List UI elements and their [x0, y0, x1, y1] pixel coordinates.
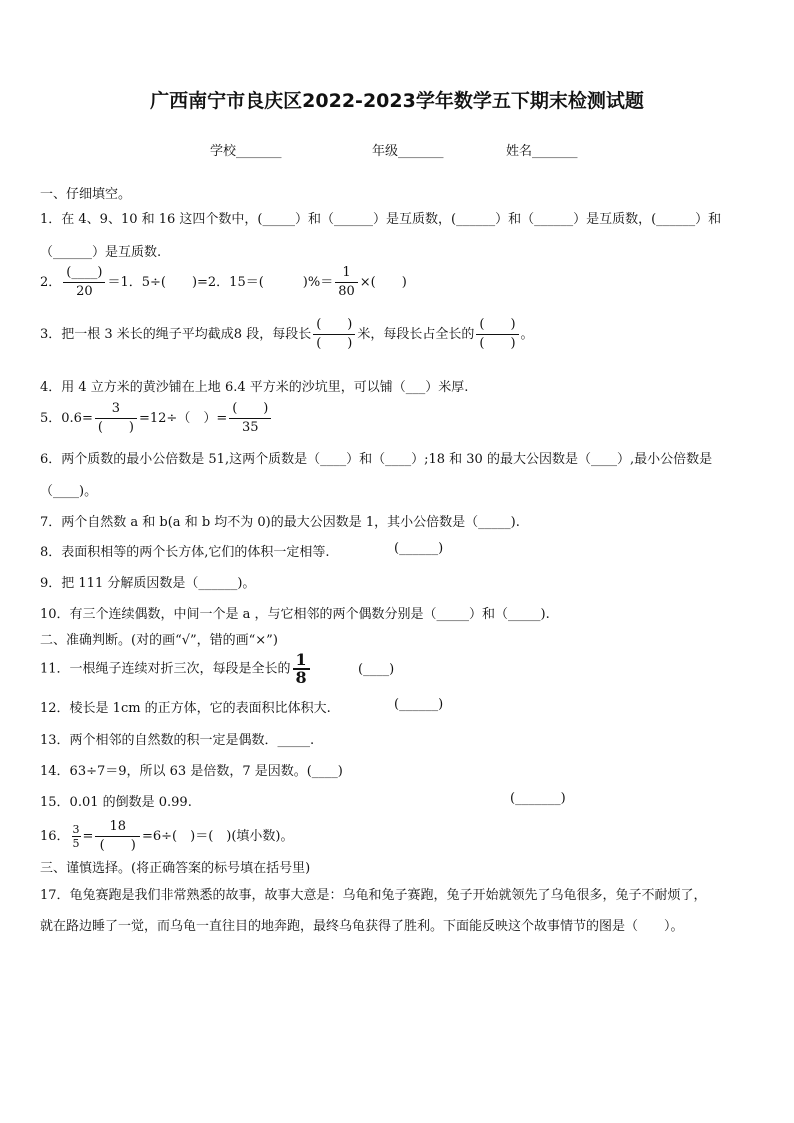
q2-fraction-2 — [335, 264, 358, 301]
q2-prefix: 2． — [40, 275, 62, 290]
q3-frac2-num: ( ) — [476, 316, 518, 335]
q3-middle: 米，每段长占全长的 — [357, 327, 475, 342]
question-8 — [40, 541, 444, 560]
q2-middle: ＝1．5÷( )=2．15＝( )%＝ — [107, 275, 334, 290]
q2-frac1-den: 20 — [76, 284, 93, 299]
school-field: 学校_______ — [210, 144, 282, 159]
q16-frac1-num: 3 — [72, 823, 80, 836]
q12-text: 12．棱长是 1cm 的正方体，它的表面积比体积大. — [40, 701, 331, 716]
q5-frac1-num: 3 — [95, 400, 137, 419]
question-14: 14．63÷7＝9，所以 63 是倍数，7 是因数。(____) — [40, 764, 343, 779]
question-1-line-1: 1．在 4、9、10 和 16 这四个数中，(_____）和（______）是互质数，(______）和（______）是互质数，(______）和 — [40, 212, 722, 227]
question-7: 7．两个自然数 a 和 b(a 和 b 均不为 0)的最大公因数是 1，其小公倍数是（_____). — [40, 515, 520, 530]
question-12 — [40, 697, 444, 716]
grade-field: 年级_______ — [372, 144, 444, 159]
q5-prefix: 5．0.6= — [40, 411, 93, 426]
q3-frac2-den: ( ) — [479, 336, 516, 351]
q3-prefix: 3．把一根 3 米长的绳子平均截成8 段，每段长 — [40, 327, 312, 342]
section-1-heading: 一、仔细填空。 — [40, 187, 132, 202]
q16-equals: = — [82, 829, 94, 844]
q16-suffix: =6÷( )＝( )(填小数)。 — [142, 829, 294, 844]
question-17-line-2: 就在路边睡了一觉，而乌龟一直往目的地奔跑，最终乌龟获得了胜利。下面能反映这个故事情节的图是（ ）。 — [40, 919, 684, 934]
q15-text: 15．0.01 的倒数是 0.99. — [40, 795, 192, 810]
q2-frac2-den: 80 — [338, 284, 355, 299]
q12-answer-blank: (______) — [394, 697, 444, 712]
question-1-line-2: （______）是互质数. — [40, 245, 162, 260]
question-9: 9．把 111 分解质因数是（______)。 — [40, 576, 256, 591]
question-2 — [40, 264, 407, 301]
q5-frac2-den: 35 — [242, 420, 259, 435]
q5-middle: =12÷（ ）= — [139, 411, 228, 426]
q3-frac1-num: ( ) — [313, 316, 355, 335]
q2-frac1-num: (____) — [63, 264, 105, 283]
q3-fraction-2 — [476, 316, 518, 353]
q2-fraction-1 — [63, 264, 105, 301]
q16-frac1-den: 5 — [72, 837, 80, 850]
question-4: 4．用 4 立方米的黄沙铺在上地 6.4 平方米的沙坑里，可以铺（___）米厚. — [40, 380, 469, 395]
q2-frac2-num: 1 — [335, 264, 358, 283]
question-16 — [40, 818, 294, 855]
question-13: 13．两个相邻的自然数的积一定是偶数．_____. — [40, 733, 315, 748]
q16-frac2-den: ( ) — [99, 838, 136, 853]
q8-text: 8．表面积相等的两个长方体,它们的体积一定相等. — [40, 545, 330, 560]
page-title: 广西南宁市良庆区2022-2023学年数学五下期末检测试题 — [150, 90, 644, 112]
question-10: 10．有三个连续偶数，中间一个是 a ，与它相邻的两个偶数分别是（_____）和（_____). — [40, 607, 550, 622]
q11-prefix: 11．一根绳子连续对折三次，每段是全长的 — [40, 661, 291, 677]
q15-answer-blank: (_______) — [510, 791, 566, 806]
question-5 — [40, 400, 273, 437]
name-field: 姓名_______ — [506, 144, 578, 159]
q3-frac1-den: ( ) — [316, 336, 353, 351]
q2-suffix: ×( ) — [359, 275, 407, 290]
question-3 — [40, 316, 534, 353]
q5-frac1-den: ( ) — [97, 420, 134, 435]
section-2-heading: 二、准确判断。(对的画“√”，错的画“×”) — [40, 633, 278, 648]
q5-fraction-2 — [229, 400, 271, 437]
question-15 — [40, 791, 566, 810]
q11-frac-num: 1 — [293, 652, 310, 670]
q3-suffix: 。 — [520, 327, 534, 342]
q11-frac-den: 8 — [295, 668, 307, 687]
q16-prefix: 16． — [40, 829, 70, 844]
q11-fraction — [293, 652, 310, 686]
q5-frac2-num: ( ) — [229, 400, 271, 419]
q16-fraction-1 — [72, 823, 81, 850]
q8-answer-blank: (______) — [394, 541, 444, 556]
q11-answer-blank: (____) — [358, 662, 395, 677]
question-11 — [40, 650, 395, 687]
q16-frac2-num: 18 — [95, 818, 140, 837]
section-3-heading: 三、谨慎选择。(将正确答案的标号填在括号里) — [40, 861, 311, 876]
q16-fraction-2 — [95, 818, 140, 855]
q3-fraction-1 — [313, 316, 355, 353]
q5-fraction-1 — [95, 400, 137, 437]
question-6-line-2: （____)。 — [40, 484, 98, 499]
question-17-line-1: 17．龟兔赛跑是我们非常熟悉的故事，故事大意是：乌龟和兔子赛跑，兔子开始就领先了乌龟很多，兔子不耐烦了， — [40, 888, 707, 903]
question-6-line-1: 6．两个质数的最小公倍数是 51,这两个质数是（____）和（____）;18 和 30 的最大公因数是（____）,最小公倍数是 — [40, 452, 713, 467]
